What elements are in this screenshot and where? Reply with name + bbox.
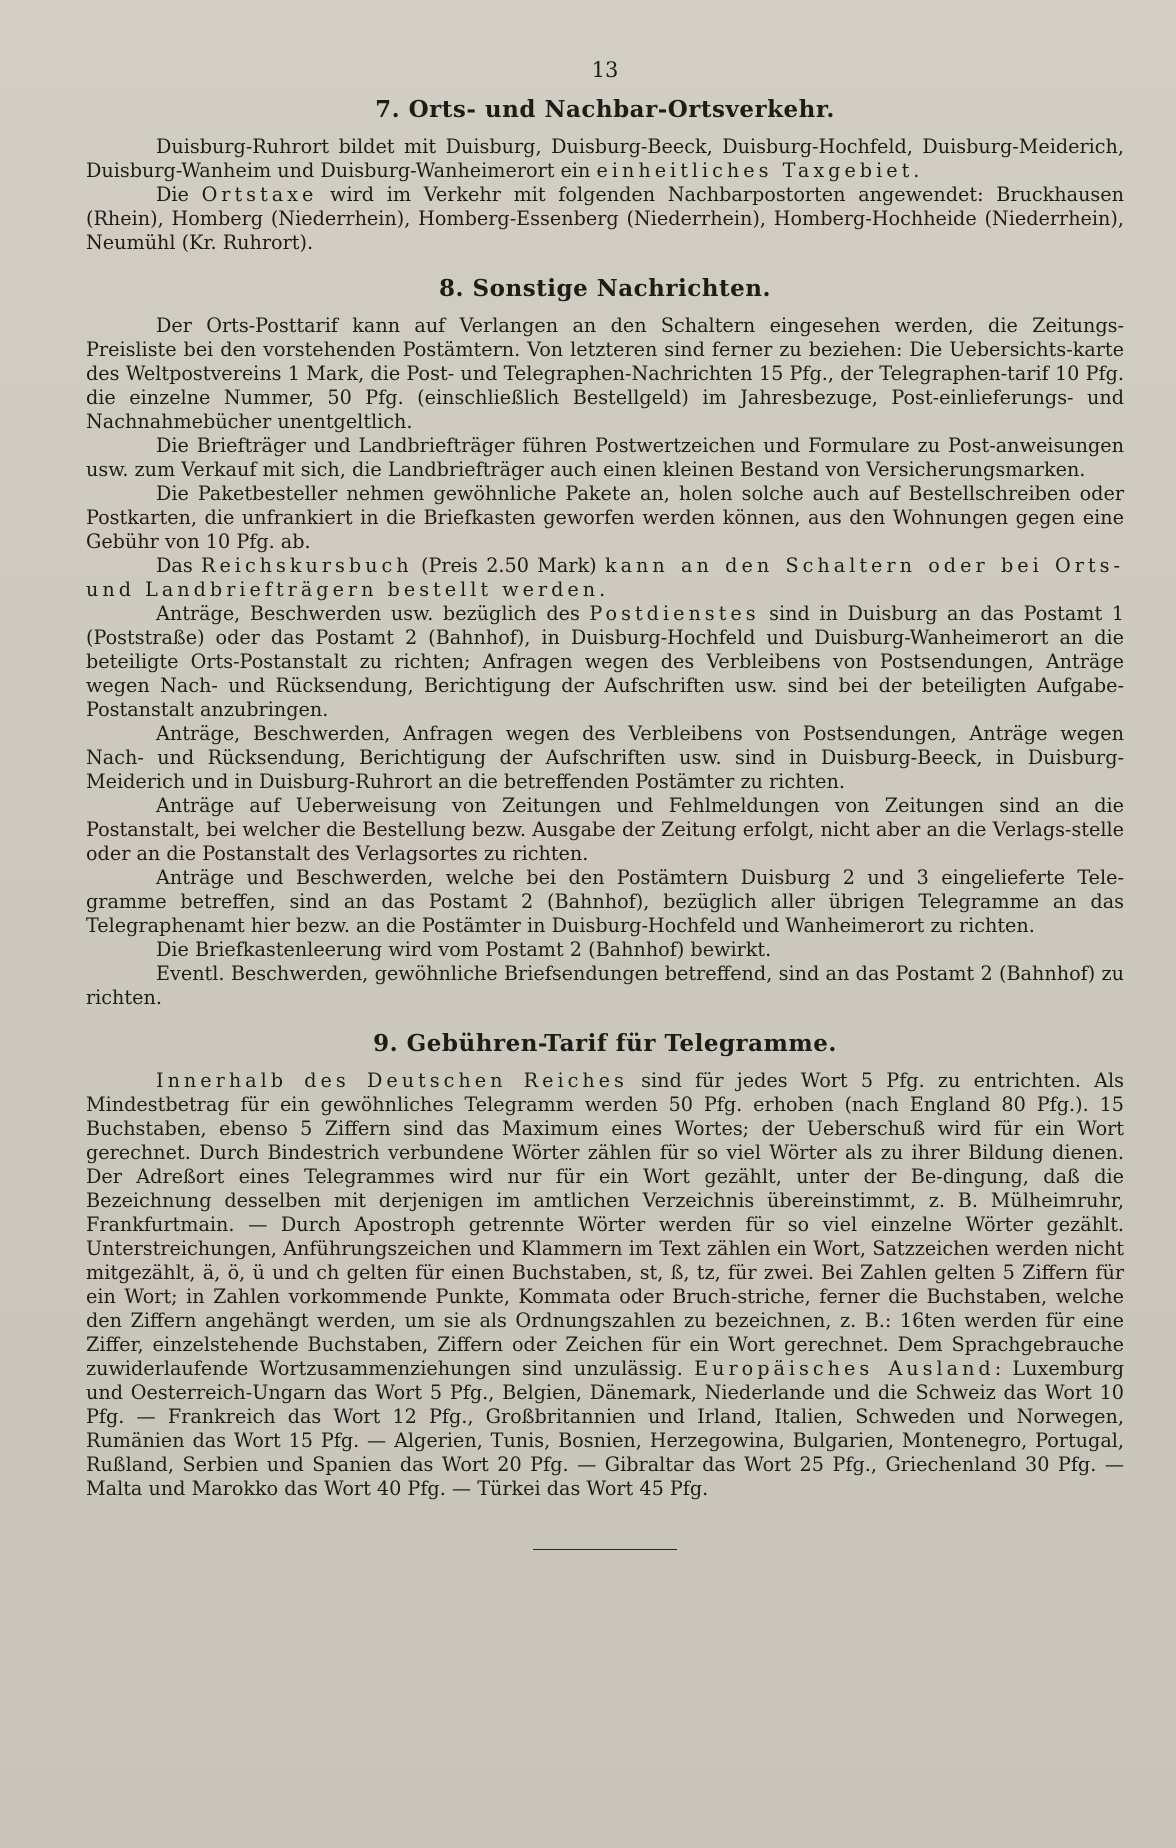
section-orts-nachbar-ortsverkehr — [86, 96, 1124, 255]
paragraph: Eventl. Beschwerden, gewöhnliche Briefsendungen betreffend, sind an das Postamt 2 (Bahnhof) zu richten. — [86, 962, 1124, 1009]
section-heading: 7. Orts- und Nachbar-Ortsverkehr. — [375, 96, 835, 123]
paragraph: Die Briefkastenleerung wird vom Postamt 2 (Bahnhof) bewirkt. — [156, 938, 772, 961]
paragraph: Die Briefträger und Landbriefträger führen Postwertzeichen und Formulare zu Post-anweisungen usw. zum Verkauf mit sich, die Landbriefträger auch einen kleinen Bestand von Versicherungsmarken. — [86, 434, 1124, 481]
paragraph: Der Orts-Posttarif kann auf Verlangen an den Schaltern eingesehen werden, die Zeitungs-Preisliste bei den vorstehenden Postämtern. Von letzteren sind ferner zu beziehen: Die Uebersichts-karte des Weltpostvereins 1 Mark, die Post- und Telegraphen-Nachrichten 15 Pfg., der Telegraphen-tarif 10 Pfg. die einzelne Nummer, 50 Pfg. (einschließlich Bestellgeld) im Jahresbezuge, Post-einlieferungs- und Nachnahmebücher unentgeltlich. — [86, 314, 1124, 433]
page-number: 13 — [591, 58, 619, 82]
section-gebuehren-tarif-telegramme — [86, 1030, 1124, 1501]
section-sonstige-nachrichten — [86, 275, 1124, 1010]
paragraph: Anträge, Beschwerden, Anfragen wegen des Verbleibens von Postsendungen, Anträge wegen Nach- und Rücksendung, Berichtigung der Aufschriften usw. sind in Duisburg-Beeck, in Duisburg-Meiderich und in Duisburg-Ruhrort an die betreffenden Postämter zu richten. — [86, 722, 1124, 793]
paragraph: Anträge auf Ueberweisung von Zeitungen und Fehlmeldungen von Zeitungen sind an die Postanstalt, bei welcher die Bestellung bezw. Ausgabe der Zeitung erfolgt, nicht aber an die Verlags-stelle oder an die Postanstalt des Verlagsortes zu richten. — [86, 794, 1124, 865]
section-heading: 8. Sonstige Nachrichten. — [439, 275, 771, 302]
paragraph: Anträge, Beschwerden usw. bezüglich des Postdienstes sind in Duisburg an das Postamt 1 (Poststraße) oder das Postamt 2 (Bahnhof), in Duisburg-Hochfeld und Duisburg-Wanheimerort an die beteiligte Orts-Postanstalt zu richten; Anfragen wegen des Verbleibens von Postsendungen, Anträge wegen Nach- und Rücksendung, Berichtigung der Aufschriften usw. sind bei der beteiligten Aufgabe-Postanstalt anzubringen. — [86, 602, 1124, 721]
paragraph: Innerhalb des Deutschen Reiches sind für jedes Wort 5 Pfg. zu entrichten. Als Mindestbetrag für ein gewöhnliches Telegramm werden 50 Pfg. erhoben (nach England 80 Pfg.). 15 Buchstaben, ebenso 5 Ziffern sind das Maximum eines Wortes; der Ueberschuß wird für ein Wort gerechnet. Durch Bindestrich verbundene Wörter zählen für so viel Wörter als zu ihrer Bildung dienen. Der Adreßort eines Telegrammes wird nur für ein Wort gezählt, unter der Be-dingung, daß die Bezeichnung desselben mit derjenigen im amtlichen Verzeichnis übereinstimmt, z. B. Mülheimruhr, Frankfurtmain. — Durch Apostroph getrennte Wörter werden für so viel einzelne Wörter gezählt. Unterstreichungen, Anführungszeichen und Klammern im Text zählen ein Wort, Satzzeichen werden nicht mitgezählt, ä, ö, ü und ch gelten für einen Buchstaben, st, ß, tz, für zwei. Bei Zahlen gelten 5 Ziffern für ein Wort; in Zahlen vorkommende Punkte, Kommata oder Bruch-striche, ferner die Buchstaben, welche den Ziffern angehängt werden, um sie als Ordnungszahlen zu bezeichnen, z. B.: 16ten werden für eine Ziffer, einzelstehende Buchstaben, Ziffern oder Zeichen für ein Wort gerechnet. Dem Sprachgebrauche zuwiderlaufende Wortzusammenziehungen sind unzulässig. Europäisches Ausland: Luxemburg und Oesterreich-Ungarn das Wort 5 Pfg., Belgien, Dänemark, Niederlande und die Schweiz das Wort 10 Pfg. — Frankreich das Wort 12 Pfg., Großbritannien und Irland, Italien, Schweden und Norwegen, Rumänien das Wort 15 Pfg. — Algerien, Tunis, Bosnien, Herzegowina, Bulgarien, Montenegro, Portugal, Rußland, Serbien und Spanien das Wort 20 Pfg. — Gibraltar das Wort 25 Pfg., Griechenland 30 Pfg. — Malta und Marokko das Wort 40 Pfg. — Türkei das Wort 45 Pfg. — [86, 1069, 1124, 1500]
paragraph: Die Ortstaxe wird im Verkehr mit folgenden Nachbarpostorten angewendet: Bruckhausen (Rhein), Homberg (Niederrhein), Homberg-Essenberg (Niederrhein), Homberg-Hochheide (Niederrhein), Neumühl (Kr. Ruhrort). — [86, 183, 1124, 254]
closing-rule — [533, 1549, 677, 1550]
paragraph: Das Reichskursbuch (Preis 2.50 Mark) kann an den Schaltern oder bei Orts- und Landbriefträgern bestellt werden. — [86, 554, 1124, 601]
section-heading: 9. Gebühren-Tarif für Telegramme. — [373, 1030, 837, 1057]
paragraph: Die Paketbesteller nehmen gewöhnliche Pakete an, holen solche auch auf Bestellschreiben oder Postkarten, die unfrankiert in die Briefkasten geworfen werden können, aus den Wohnungen gegen eine Gebühr von 10 Pfg. ab. — [86, 482, 1124, 553]
paragraph: Duisburg-Ruhrort bildet mit Duisburg, Duisburg-Beeck, Duisburg-Hochfeld, Duisburg-Meiderich, Duisburg-Wanheim und Duisburg-Wanheimerort ein einheitliches Taxgebiet. — [86, 135, 1124, 182]
paragraph: Anträge und Beschwerden, welche bei den Postämtern Duisburg 2 und 3 eingelieferte Tele-gramme betreffen, sind an das Postamt 2 (Bahnhof), bezüglich aller übrigen Telegramme an das Telegraphenamt hier bezw. an die Postämter in Duisburg-Hochfeld und Wanheimerort zu richten. — [86, 866, 1124, 937]
